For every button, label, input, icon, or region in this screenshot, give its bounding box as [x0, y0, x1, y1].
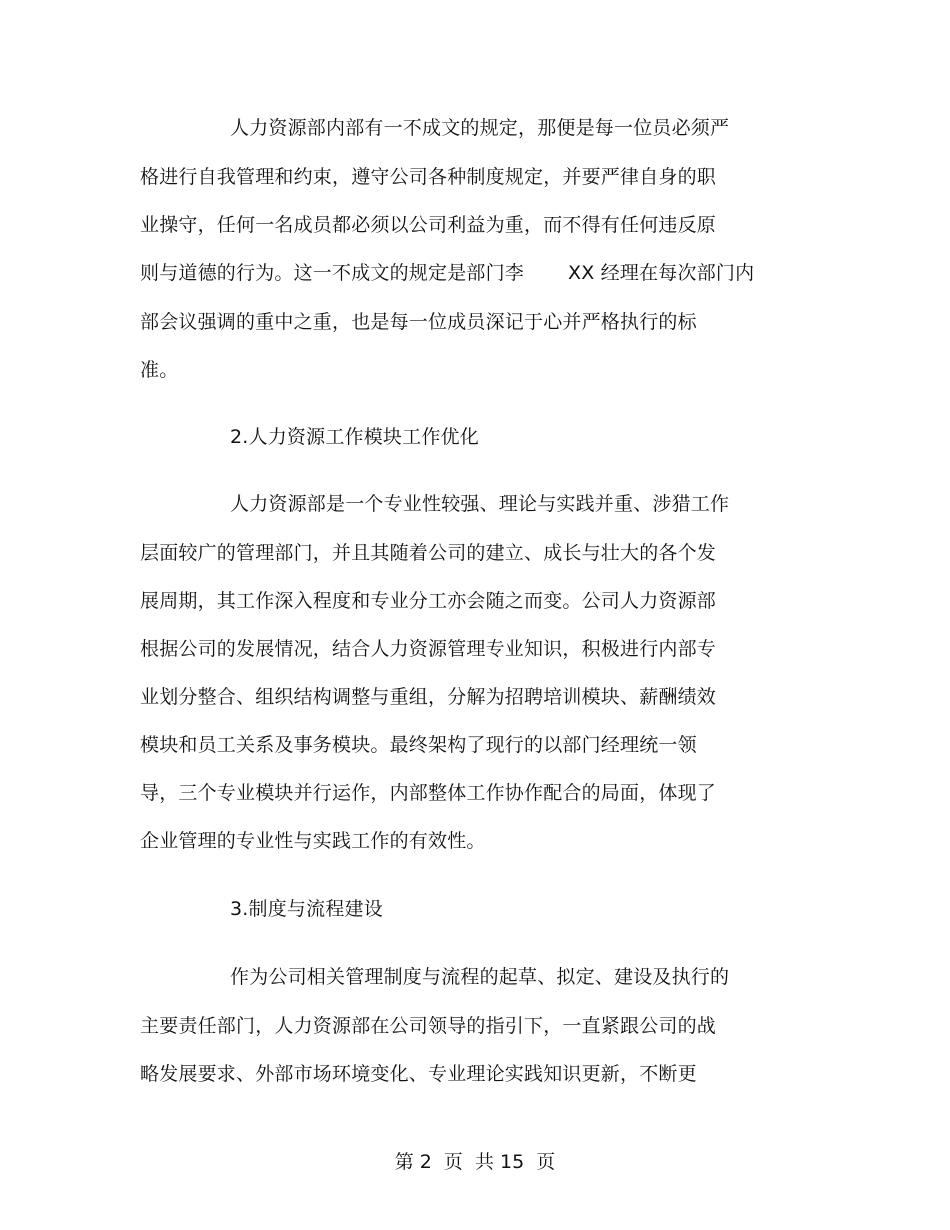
paragraph-line: 部会议强调的重中之重，也是每一位成员深记于心并严格执行的标 — [140, 311, 697, 333]
paragraph-line: 企业管理的专业性与实践工作的有效性。 — [140, 830, 486, 852]
paragraph-line: 略发展要求、外部市场环境变化、专业理论实践知识更新，不断更 — [140, 1063, 697, 1085]
paragraph-line: 根据公司的发展情况，结合人力资源管理专业知识，积极进行内部专 — [140, 638, 717, 660]
paragraph-line: 人力资源部内部有一不成文的规定，那便是每一位员必须严 — [230, 117, 730, 139]
paragraph-line: 作为公司相关管理制度与流程的起草、拟定、建设及执行的 — [230, 966, 730, 988]
paragraph-line: 业操守，任何一名成员都必须以公司利益为重，而不得有任何违反原 — [140, 214, 717, 236]
paragraph-text: 则与道德的行为。这一不成文的规定是部门李 — [140, 262, 525, 284]
paragraph-line: 格进行自我管理和约束，遵守公司各种制度规定，并要严律自身的职 — [140, 166, 717, 188]
section-heading: 2.人力资源工作模块工作优化 — [230, 426, 479, 448]
paragraph-line: 准。 — [140, 359, 179, 381]
paragraph-line: 主要责任部门，人力资源部在公司领导的指引下，一直紧跟公司的战 — [140, 1015, 717, 1037]
paragraph-line: 模块和员工关系及事务模块。最终架构了现行的以部门经理统一领 — [140, 734, 697, 756]
section-heading: 3.制度与流程建设 — [230, 898, 383, 920]
paragraph-line: 层面较广的管理部门，并且其随着公司的建立、成长与壮大的各个发 — [140, 542, 717, 564]
paragraph-line — [140, 261, 754, 285]
page-number-footer: 第 2 页 共 15 页 — [394, 1151, 556, 1173]
paragraph-line: 人力资源部是一个专业性较强、理论与实践并重、涉猎工作 — [230, 493, 730, 515]
paragraph-text: XX 经理在每次部门内 — [568, 262, 755, 284]
paragraph-line: 展周期，其工作深入程度和专业分工亦会随之而变。公司人力资源部 — [140, 590, 717, 612]
paragraph-line: 业划分整合、组织结构调整与重组，分解为招聘培训模块、薪酬绩效 — [140, 686, 717, 708]
paragraph-line: 导，三个专业模块并行运作，内部整体工作协作配合的局面，体现了 — [140, 782, 717, 804]
